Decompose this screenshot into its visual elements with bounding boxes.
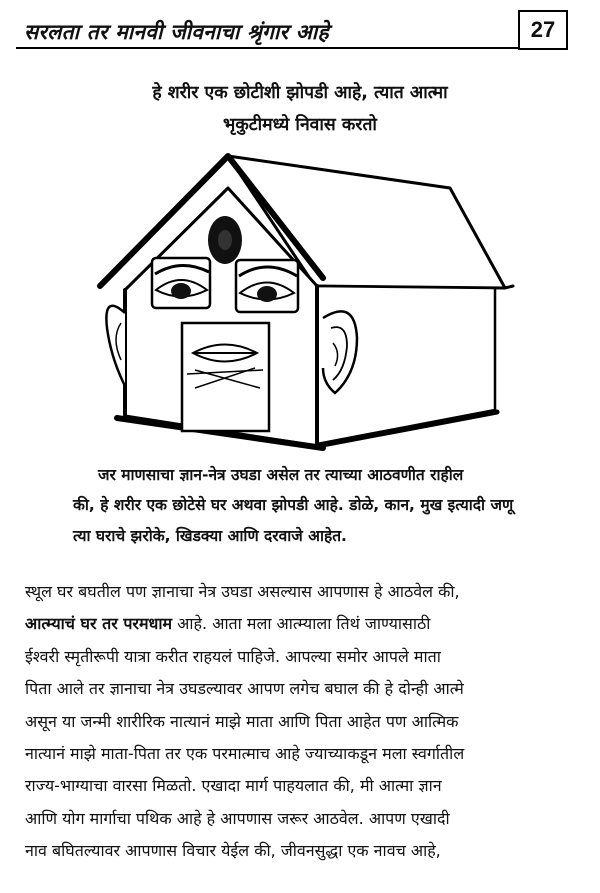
page-header xyxy=(10,10,568,52)
caption-line1: जर माणसाचा ज्ञान-नेत्र उघडा असेल तर त्याच्या आठवणीत राहील xyxy=(98,466,464,484)
caption-line3: त्या घराचे झरोके, खिडक्या आणि दरवाजे आहेत. xyxy=(73,527,347,545)
body-line7: राज्य-भाग्याचा वारसा मिळतो. एखादा मार्ग पाहयलात की, मी आत्मा ज्ञान xyxy=(25,776,442,795)
right-eye-window xyxy=(236,260,298,312)
body-line2-rest: आहे. आता मला आत्म्याला तिथं जाण्यासाठी xyxy=(172,614,431,633)
running-title: सरलता तर मानवी जीवनाचा श्रृंगार आहे xyxy=(24,20,329,44)
body-line9: नाव बघितल्यावर आपणास विचार येईल की, जीवनसुद्धा एक नावच आहे, xyxy=(25,841,441,860)
header-rule xyxy=(16,47,520,49)
left-ear xyxy=(106,306,125,386)
body-line5: असून या जन्मी शारीरिक नात्यानं माझे माता आणि पिता आहेत पण आत्मिक xyxy=(25,712,459,731)
body-line6: नात्यानं माझे माता-पिता तर एक परमात्माच आहे ज्याच्याकडून मला स्वर्गातील xyxy=(25,744,465,763)
house-face-illustration xyxy=(95,148,515,458)
emphasis-text: आत्म्याचं घर तर परमधाम xyxy=(25,614,173,633)
body-line1: स्थूल घर बघतील पण ज्ञानाचा नेत्र उघडा असल्यास आपणास हे आठवेल की, xyxy=(25,582,460,601)
left-eye-window xyxy=(152,258,210,308)
illustration-heading-line1: हे शरीर एक छोटीशी झोपडी आहे, त्यात आत्मा xyxy=(152,83,448,103)
page-number: 27 xyxy=(518,10,568,50)
body-line8: आणि योग मार्गाचा पथिक आहे हे आपणास जरूर आठवेल. आपण एखादी xyxy=(25,809,450,828)
illustration-heading-line2: भृकुटीमध्ये निवास करतो xyxy=(223,115,377,135)
mouth-door xyxy=(182,323,269,431)
body-line2 xyxy=(25,608,585,640)
body-line3: ईश्वरी स्मृतीरूपी यात्रा करीत राहयलं पाहिजे. आपल्या समोर आपले माता xyxy=(25,647,441,666)
caption-line2: की, हे शरीर एक छोटेसे घर अथवा झोपडी आहे. डोळे, कान, मुख इत्यादी जणू xyxy=(73,496,514,514)
body-line4: पिता आले तर ज्ञानाचा नेत्र उघडल्यावर आपण लगेच बघाल की हे दोन्ही आत्मे xyxy=(25,679,464,698)
